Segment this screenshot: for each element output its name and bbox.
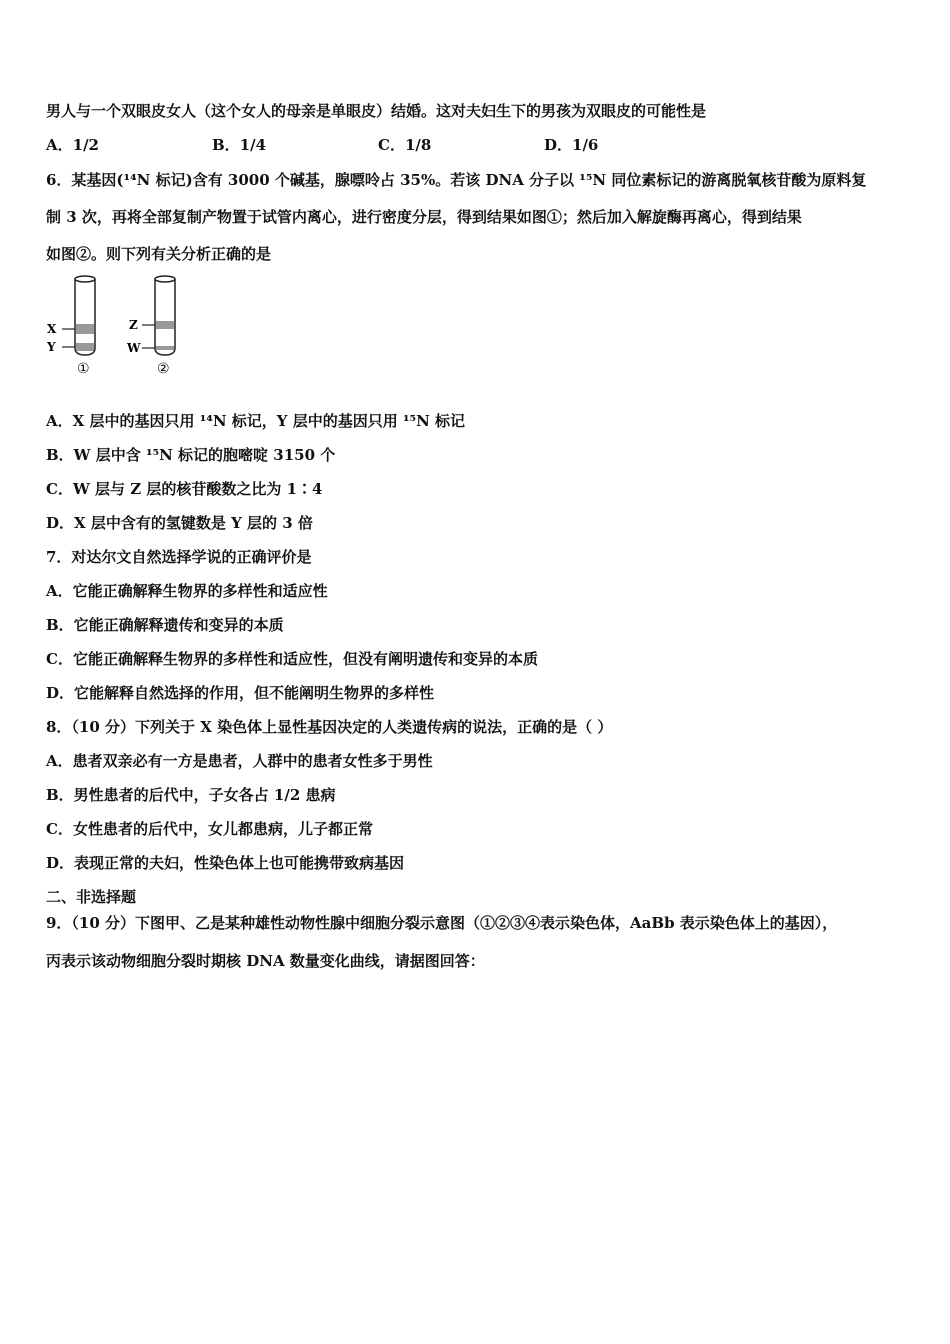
- tube-2-number: ②: [157, 361, 170, 377]
- tube-2-label-w: W: [127, 341, 141, 355]
- tube-1-band-x: [76, 324, 94, 334]
- q6-stem-line1: 6．某基因(¹⁴N 标记)含有 3000 个碱基，腺嘌呤占 35%。若该 DNA 分子以 ¹⁵N 同位素标记的游离脱氧核苷酸为原料复: [46, 171, 867, 189]
- tube-1-band-y: [76, 343, 94, 351]
- q8-stem: 8．（10 分）下列关于 X 染色体上显性基因决定的人类遗传病的说法，正确的是（ ）: [46, 718, 613, 736]
- q6-option-b: B．W 层中含 ¹⁵N 标记的胞嘧啶 3150 个: [46, 446, 336, 464]
- q5-stem-tail: 男人与一个双眼皮女人（这个女人的母亲是单眼皮）结婚。这对夫妇生下的男孩为双眼皮的可能性是: [46, 102, 707, 120]
- q5-option-d: D．1/6: [544, 136, 599, 154]
- centrifuge-tubes-figure: [44, 272, 194, 382]
- q8-option-a: A．患者双亲必有一方是患者，人群中的患者女性多于男性: [46, 752, 433, 770]
- q7-stem: 7．对达尔文自然选择学说的正确评价是: [46, 548, 312, 566]
- q8-option-c: C．女性患者的后代中，女儿都患病，儿子都正常: [46, 820, 373, 838]
- q7-option-c: C．它能正确解释生物界的多样性和适应性，但没有阐明遗传和变异的本质: [46, 650, 538, 668]
- q7-option-a: A．它能正确解释生物界的多样性和适应性: [46, 582, 328, 600]
- q7-option-b: B．它能正确解释遗传和变异的本质: [46, 616, 284, 634]
- q6-stem-line3: 如图②。则下列有关分析正确的是: [46, 245, 272, 263]
- tube-1-number: ①: [77, 361, 90, 377]
- q8-option-b: B．男性患者的后代中，子女各占 1/2 患病: [46, 786, 336, 804]
- q5-option-a: A．1/2: [46, 136, 99, 154]
- q8-option-d: D．表现正常的夫妇，性染色体上也可能携带致病基因: [46, 854, 405, 872]
- q7-option-d: D．它能解释自然选择的作用，但不能阐明生物界的多样性: [46, 684, 435, 702]
- q6-option-a: A．X 层中的基因只用 ¹⁴N 标记，Y 层中的基因只用 ¹⁵N 标记: [46, 412, 466, 430]
- q6-stem-line2: 制 3 次，再将全部复制产物置于试管内离心，进行密度分层，得到结果如图①；然后加入解旋酶再离心，得到结果: [46, 208, 802, 226]
- tube-2: [126, 276, 175, 377]
- tube-2-band-z: [156, 321, 174, 329]
- tube-2-label-z: Z: [129, 318, 138, 332]
- q6-option-c: C．W 层与 Z 层的核苷酸数之比为 1∶4: [46, 480, 323, 498]
- q6-option-d: D．X 层中含有的氢键数是 Y 层的 3 倍: [46, 514, 313, 532]
- q9-stem-line2: 丙表示该动物细胞分裂时期核 DNA 数量变化曲线，请据图回答：: [46, 952, 485, 970]
- q9-stem-line1: 9．（10 分）下图甲、乙是某种雄性动物性腺中细胞分裂示意图（①②③④表示染色体，AaBb 表示染色体上的基因），: [46, 914, 838, 932]
- q5-option-c: C．1/8: [378, 136, 432, 154]
- tube-2-band-w: [156, 346, 174, 350]
- tube-1-label-x: X: [47, 322, 57, 336]
- q5-option-b: B．1/4: [212, 136, 267, 154]
- tube-1: [46, 276, 95, 377]
- section-heading: 二、非选择题: [46, 888, 137, 906]
- tube-1-label-y: Y: [47, 340, 56, 354]
